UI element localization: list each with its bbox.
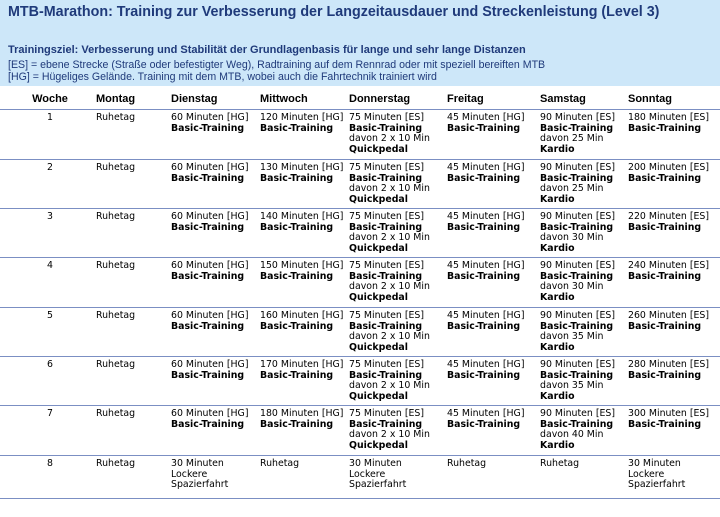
session-detail: 60 Minuten [HG] [171,260,249,271]
plan-title: MTB-Marathon: Training zur Verbesserung der Langzeitausdauer und Streckenleistung (Level 3) [8,4,660,20]
session-detail: davon 25 Min [540,133,604,145]
day-cell-wed [260,212,343,233]
session-detail: Ruhetag [96,310,136,321]
session-type: Kardio [540,193,575,205]
session-type: Basic-Training [540,221,614,233]
session-detail: 45 Minuten [HG] [447,112,525,123]
session-type: Kardio [540,341,575,353]
session-detail: 45 Minuten [HG] [447,310,525,321]
day-cell-sun [628,360,709,381]
session-detail: 180 Minuten [ES] [628,112,710,123]
day-cell-thu [349,163,430,205]
day-cell-mon [96,360,135,371]
session-detail: Ruhetag [260,458,300,469]
session-detail: Spazierfahrt [349,479,407,491]
column-header-mittwoch: Mittwoch [260,93,308,105]
session-detail: Ruhetag [540,458,580,469]
day-cell-tue [171,261,248,282]
table-row [0,258,720,308]
day-cell-thu [349,212,430,254]
session-detail: 75 Minuten [ES] [349,162,425,173]
session-detail: Spazierfahrt [171,479,229,491]
session-detail: Ruhetag [96,162,136,173]
session-detail: Spazierfahrt [628,479,686,491]
day-cell-wed [260,360,343,381]
day-cell-mon [96,409,135,420]
week-number: 4 [47,260,53,271]
session-type: Basic-Training [540,122,614,134]
session-detail: 150 Minuten [HG] [260,260,344,271]
session-type: Basic-Training [260,172,334,184]
session-detail: 45 Minuten [HG] [447,408,525,419]
session-detail: 130 Minuten [HG] [260,162,344,173]
day-cell-sat [540,212,615,254]
day-cell-thu [349,261,430,303]
week-number: 8 [47,458,53,469]
session-detail: 180 Minuten [HG] [260,408,344,419]
session-detail: 60 Minuten [HG] [171,211,249,222]
session-detail: Lockere [628,468,665,480]
session-detail: 75 Minuten [ES] [349,408,425,419]
session-detail: 60 Minuten [HG] [171,162,249,173]
session-type: Basic-Training [171,270,245,282]
session-type: Basic-Training [171,320,245,332]
session-type: Kardio [540,242,575,254]
legend-hg: [HG] = Hügeliges Gelände. Training mit dem MTB, wobei auch die Fahrtechnik trainiert wird [8,71,437,83]
session-detail: 60 Minuten [HG] [171,310,249,321]
session-type: Basic-Training [260,221,334,233]
session-detail: 60 Minuten [HG] [171,408,249,419]
day-cell-mon [96,163,135,174]
session-detail: davon 2 x 10 Min [349,429,430,441]
day-cell-fri [447,261,524,282]
session-detail: davon 2 x 10 Min [349,183,430,195]
column-header-samstag: Samstag [540,93,586,105]
session-type: Basic-Training [447,270,521,282]
session-detail: 75 Minuten [ES] [349,211,425,222]
day-cell-tue [171,163,248,184]
day-cell-mon [96,311,135,322]
session-detail: 90 Minuten [ES] [540,359,616,370]
column-header-montag: Montag [96,93,136,105]
session-detail: 300 Minuten [ES] [628,408,710,419]
session-detail: Ruhetag [96,408,136,419]
session-type: Basic-Training [628,270,702,282]
session-detail: 75 Minuten [ES] [349,359,425,370]
session-detail: davon 40 Min [540,429,604,441]
session-detail: 60 Minuten [HG] [171,112,249,123]
day-cell-tue [171,409,248,430]
session-type: Basic-Training [447,122,521,134]
session-detail: 170 Minuten [HG] [260,359,344,370]
session-detail: 260 Minuten [ES] [628,310,710,321]
day-cell-sun [628,261,709,282]
day-cell-sun [628,409,709,430]
session-type: Kardio [540,143,575,155]
day-cell-sat [540,360,615,402]
session-type: Kardio [540,291,575,303]
session-detail: davon 35 Min [540,331,604,343]
table-row [0,160,720,209]
session-detail: davon 2 x 10 Min [349,380,430,392]
table-row [0,110,720,160]
table-row [0,456,720,499]
day-cell-tue [171,360,248,381]
session-type: Basic-Training [628,320,702,332]
session-detail: 220 Minuten [ES] [628,211,710,222]
day-cell-thu [349,409,430,451]
session-type: Basic-Training [171,172,245,184]
day-cell-sun [628,113,709,134]
session-type: Basic-Training [628,122,702,134]
day-cell-tue [171,311,248,332]
session-type: Basic-Training [447,369,521,381]
session-type: Basic-Training [628,418,702,430]
session-type: Basic-Training [349,221,423,233]
session-type: Basic-Training [349,418,423,430]
day-cell-thu [349,311,430,353]
session-detail: davon 35 Min [540,380,604,392]
table-row [0,357,720,406]
session-type: Basic-Training [540,270,614,282]
session-type: Basic-Training [171,221,245,233]
session-detail: 45 Minuten [HG] [447,359,525,370]
session-detail: Ruhetag [96,112,136,123]
day-cell-fri [447,311,524,332]
session-type: Quickpedal [349,143,408,155]
day-cell-fri [447,163,524,184]
session-detail: 90 Minuten [ES] [540,112,616,123]
session-detail: davon 2 x 10 Min [349,133,430,145]
session-type: Kardio [540,439,575,451]
session-detail: Ruhetag [96,458,136,469]
session-type: Basic-Training [628,221,702,233]
session-detail: 30 Minuten [628,458,681,469]
session-type: Basic-Training [349,172,423,184]
day-cell-wed [260,113,343,134]
day-cell-fri [447,113,524,134]
session-type: Quickpedal [349,242,408,254]
day-cell-sat [540,261,615,303]
session-type: Basic-Training [628,172,702,184]
day-cell-wed [260,163,343,184]
session-type: Basic-Training [260,270,334,282]
day-cell-thu [349,459,406,491]
week-number: 3 [47,211,53,222]
table-row [0,209,720,258]
session-detail: davon 2 x 10 Min [349,232,430,244]
session-detail: 240 Minuten [ES] [628,260,710,271]
session-detail: Ruhetag [96,359,136,370]
session-detail: Lockere [349,468,386,480]
session-type: Basic-Training [447,172,521,184]
session-detail: davon 30 Min [540,232,604,244]
column-header-woche: Woche [32,93,68,105]
week-number: 1 [47,112,53,123]
session-detail: 90 Minuten [ES] [540,211,616,222]
session-detail: 90 Minuten [ES] [540,260,616,271]
session-detail: davon 25 Min [540,183,604,195]
day-cell-fri [447,459,486,470]
day-cell-sat [540,311,615,353]
table-row [0,308,720,357]
session-type: Basic-Training [447,418,521,430]
week-number: 5 [47,310,53,321]
session-detail: 140 Minuten [HG] [260,211,344,222]
session-detail: 30 Minuten [171,458,224,469]
session-type: Basic-Training [628,369,702,381]
session-detail: 160 Minuten [HG] [260,310,344,321]
session-type: Basic-Training [260,320,334,332]
day-cell-wed [260,459,299,470]
week-number: 7 [47,408,53,419]
session-type: Basic-Training [349,320,423,332]
session-detail: 60 Minuten [HG] [171,359,249,370]
day-cell-sat [540,409,615,451]
session-detail: Lockere [171,468,208,480]
day-cell-sun [628,163,709,184]
session-detail: Ruhetag [96,260,136,271]
table-header [0,90,720,110]
session-type: Basic-Training [447,320,521,332]
session-detail: 75 Minuten [ES] [349,310,425,321]
session-type: Basic-Training [171,418,245,430]
session-detail: 75 Minuten [ES] [349,260,425,271]
day-cell-thu [349,360,430,402]
session-detail: 200 Minuten [ES] [628,162,710,173]
session-detail: 90 Minuten [ES] [540,408,616,419]
session-detail: 280 Minuten [ES] [628,359,710,370]
session-detail: Ruhetag [96,211,136,222]
session-detail: Ruhetag [447,458,487,469]
column-header-freitag: Freitag [447,93,484,105]
session-detail: 30 Minuten [349,458,402,469]
session-detail: 45 Minuten [HG] [447,211,525,222]
day-cell-mon [96,113,135,124]
session-detail: davon 2 x 10 Min [349,331,430,343]
table-row [0,406,720,456]
day-cell-sun [628,212,709,233]
session-type: Basic-Training [349,122,423,134]
session-type: Basic-Training [540,172,614,184]
column-header-donnerstag: Donnerstag [349,93,411,105]
plan-header [0,0,720,86]
session-type: Basic-Training [540,369,614,381]
day-cell-tue [171,212,248,233]
training-goal: Trainingsziel: Verbesserung und Stabilität der Grundlagenbasis für lange und sehr lange Distanzen [8,44,526,56]
day-cell-sun [628,311,709,332]
day-cell-sat [540,163,615,205]
day-cell-fri [447,360,524,381]
day-cell-mon [96,261,135,272]
session-type: Basic-Training [171,122,245,134]
day-cell-sat [540,113,615,155]
session-type: Basic-Training [260,122,334,134]
session-detail: 75 Minuten [ES] [349,112,425,123]
session-type: Quickpedal [349,439,408,451]
session-type: Basic-Training [260,418,334,430]
session-detail: davon 30 Min [540,281,604,293]
session-type: Basic-Training [540,418,614,430]
session-type: Basic-Training [447,221,521,233]
legend-es: [ES] = ebene Strecke (Straße oder befestigter Weg), Radtraining auf dem Rennrad oder mit speziell bereiften MTB [8,59,546,71]
session-detail: davon 2 x 10 Min [349,281,430,293]
day-cell-wed [260,409,343,430]
session-detail: 90 Minuten [ES] [540,310,616,321]
session-type: Basic-Training [260,369,334,381]
day-cell-sat [540,459,579,470]
day-cell-wed [260,261,343,282]
session-type: Quickpedal [349,193,408,205]
session-detail: 45 Minuten [HG] [447,260,525,271]
session-type: Basic-Training [540,320,614,332]
week-number: 6 [47,359,53,370]
day-cell-mon [96,212,135,223]
session-detail: 90 Minuten [ES] [540,162,616,173]
day-cell-tue [171,459,228,491]
day-cell-fri [447,212,524,233]
day-cell-mon [96,459,135,470]
session-type: Quickpedal [349,390,408,402]
session-detail: 120 Minuten [HG] [260,112,344,123]
session-type: Kardio [540,390,575,402]
session-detail: 45 Minuten [HG] [447,162,525,173]
column-header-dienstag: Dienstag [171,93,218,105]
session-type: Basic-Training [171,369,245,381]
week-number: 2 [47,162,53,173]
session-type: Basic-Training [349,369,423,381]
day-cell-tue [171,113,248,134]
session-type: Quickpedal [349,341,408,353]
column-header-sonntag: Sonntag [628,93,672,105]
day-cell-thu [349,113,430,155]
day-cell-sun [628,459,685,491]
session-type: Quickpedal [349,291,408,303]
session-type: Basic-Training [349,270,423,282]
day-cell-wed [260,311,343,332]
day-cell-fri [447,409,524,430]
